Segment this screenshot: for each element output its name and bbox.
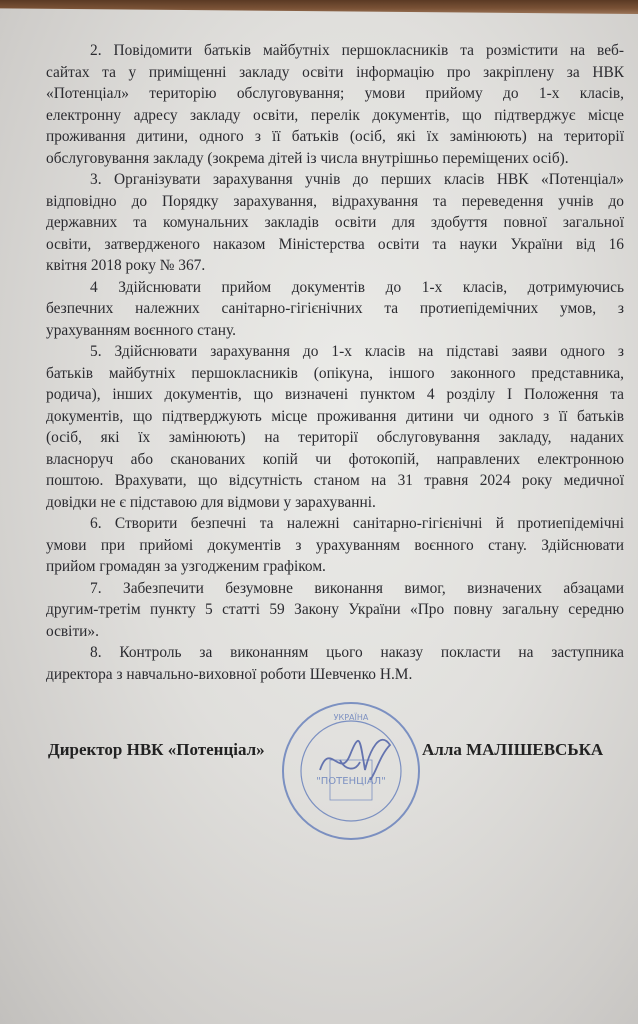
text-line: державних та комунальних закладів освіти для здобуття повної загальної bbox=[46, 214, 624, 231]
text-line: освіти, затвердженого наказом Міністерства освіти та науки України від 16 bbox=[46, 235, 624, 253]
signature-position: Директор НВК «Потенціал» bbox=[48, 740, 265, 759]
text-line: 5. Здійснювати зарахування до 1-х класів на підставі заяви одного з bbox=[90, 343, 624, 360]
text-line: відповідно до Порядку зарахування, відрахування та переведення учнів до bbox=[46, 192, 624, 210]
text-line: 7. Забезпечити безумовне виконання вимог, визначених абзацами bbox=[90, 579, 624, 597]
signature-name: Алла МАЛІШЕВСЬКА bbox=[422, 740, 604, 759]
text-line: урахуванням воєнного стану. bbox=[46, 321, 236, 339]
document-body bbox=[46, 40, 624, 685]
wooden-table-edge bbox=[0, 0, 638, 14]
text-line: квітня 2018 року № 367. bbox=[46, 257, 206, 274]
paragraph-8 bbox=[46, 642, 624, 685]
text-line: електронну адресу закладу освіти, перелік документів, що підтверджує місце bbox=[46, 106, 624, 124]
text-line: безпечних належних санітарно-гігієнічних та протиепідемічних умов, з bbox=[46, 300, 624, 317]
text-line: документів, що підтверджують місце проживання дитини чи одного з її батьків bbox=[46, 407, 624, 425]
text-line: 8. Контроль за виконанням цього наказу покласти на заступника bbox=[90, 644, 624, 661]
text-line: проживання дитини, одного з її батьків (осіб, які їх замінюють) на території bbox=[46, 128, 624, 145]
text-line: довідки не є підставою для відмови у зарахуванні. bbox=[46, 493, 376, 511]
paragraph-2 bbox=[46, 40, 624, 169]
text-line: прийом громадян за узгодженим графіком. bbox=[46, 558, 326, 575]
text-line: родича), інших документів, що визначені пунктом 4 розділу І Положення та bbox=[46, 386, 624, 403]
text-line: (осіб, які їх замінюють) на території обслуговування закладу, наданих bbox=[46, 429, 624, 446]
text-line: другим-третім пункту 5 статті 59 Закону України «Про повну загальну середню bbox=[46, 601, 624, 618]
paragraph-7 bbox=[46, 578, 624, 643]
text-line: 4 Здійснювати прийом документів до 1-х класів, дотримуючись bbox=[90, 278, 624, 296]
text-line: 6. Створити безпечні та належні санітарно-гігієнічні й протиепідемічні bbox=[90, 515, 624, 532]
text-line: сайтах та у приміщенні закладу освіти інформацію про закріплену за НВК bbox=[46, 63, 624, 81]
official-stamp bbox=[280, 700, 422, 842]
text-line: умови при прийомі документів з урахуванням воєнного стану. Здійснювати bbox=[46, 536, 624, 554]
stamp-top-text: УКРАЇНА bbox=[333, 713, 369, 722]
text-line: директора з навчально-виховної роботи Шевченко Н.М. bbox=[46, 665, 413, 683]
text-line: поштою. Врахувати, що відсутність станом на 31 травня 2024 року медичної bbox=[46, 472, 624, 489]
text-line: «Потенціал» територію обслуговування; умови прийому до 1-х класів, bbox=[46, 85, 624, 102]
paragraph-5 bbox=[46, 341, 624, 513]
text-line: власноруч або сканованих копій чи фотокопій, направлених електронною bbox=[46, 450, 624, 468]
stamp-center-text: "ПОТЕНЦІАЛ" bbox=[316, 776, 386, 787]
paragraph-6 bbox=[46, 513, 624, 578]
paragraph-3 bbox=[46, 169, 624, 277]
text-line: батьків майбутніх першокласників (опікуна, іншого законного представника, bbox=[46, 364, 624, 382]
text-line: обслуговування закладу (зокрема дітей із числа внутрішньо переміщених осіб). bbox=[46, 149, 569, 167]
paragraph-4 bbox=[46, 277, 624, 342]
text-line: освіти». bbox=[46, 622, 99, 640]
text-line: 3. Організувати зарахування учнів до перших класів НВК «Потенціал» bbox=[90, 171, 624, 188]
text-line: 2. Повідомити батьків майбутніх першокласників та розмістити на веб- bbox=[90, 42, 624, 59]
